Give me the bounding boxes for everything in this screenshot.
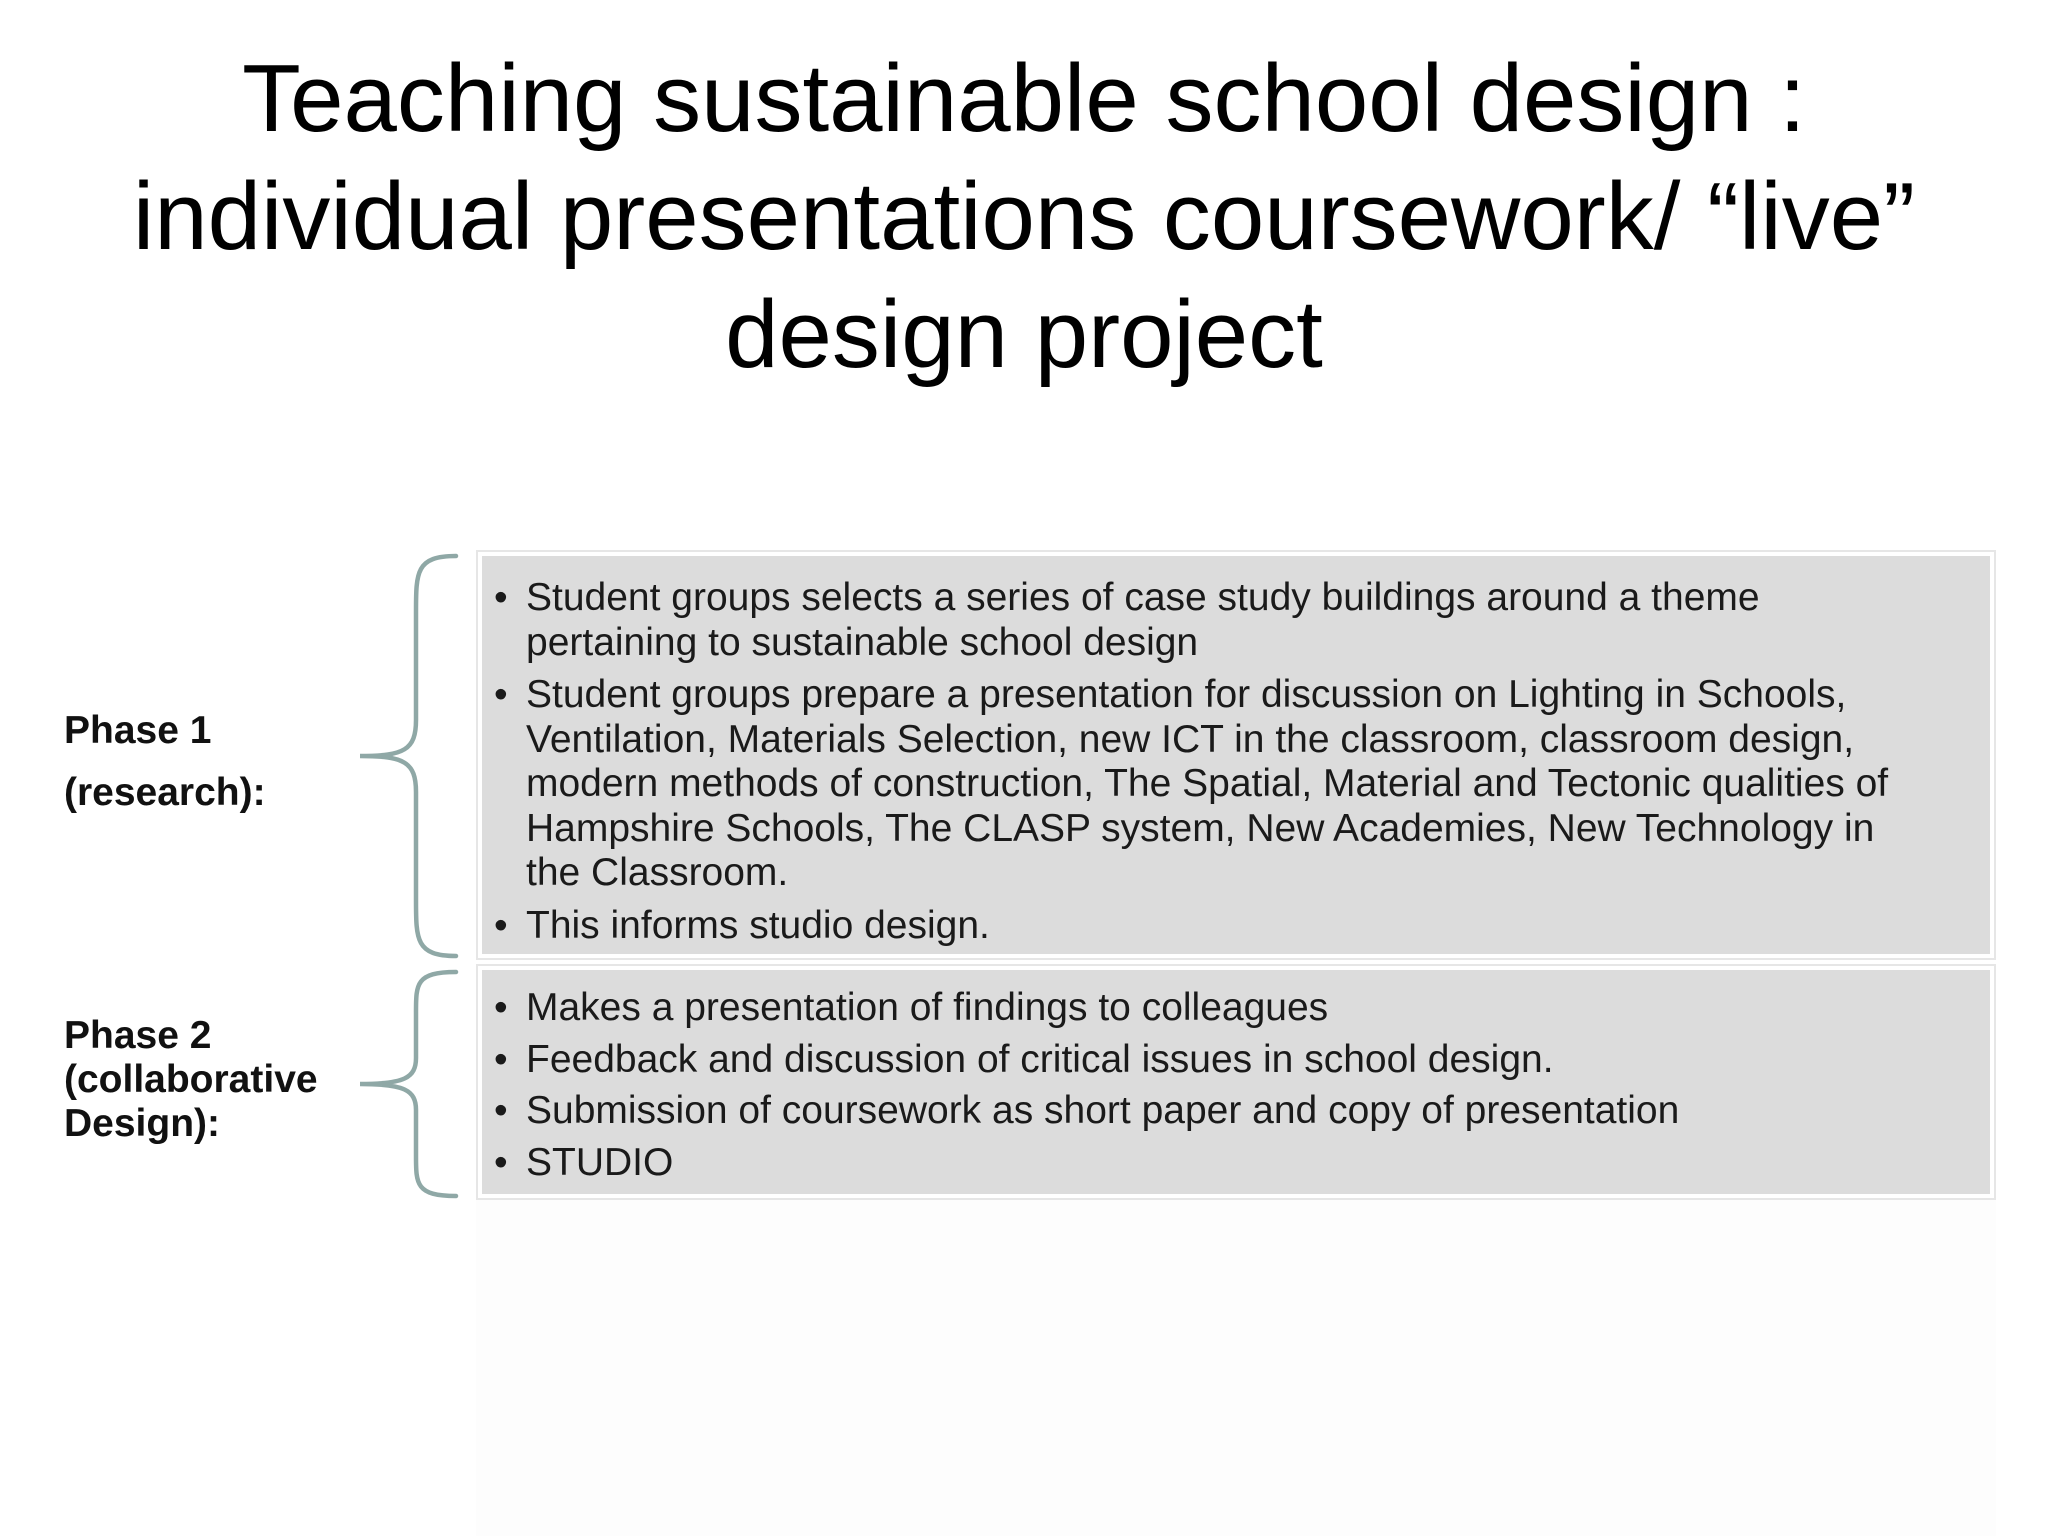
bullet-icon: • <box>494 1037 508 1081</box>
bullet-text: Feedback and discussion of critical issues in school design. <box>526 1037 1554 1081</box>
phase-1-panel-fill <box>482 556 1990 954</box>
slide-title-line-3: design project <box>725 281 1323 388</box>
bullet-text: Submission of coursework as short paper and copy of presentation <box>526 1089 1680 1132</box>
phase-2-label-line-2: (collaborative <box>64 1058 318 1101</box>
bullet-text: STUDIO <box>526 1140 674 1184</box>
list-item <box>492 1089 1930 1134</box>
phase-2-label-line-1: Phase 2 <box>64 1014 212 1057</box>
phase-1-label-line-2: (research): <box>64 771 266 814</box>
bullet-icon: • <box>494 1089 508 1132</box>
bullet-text: Makes a presentation of findings to colleagues <box>526 986 1329 1029</box>
phase-2-label <box>64 1014 318 1146</box>
list-item <box>492 673 1930 896</box>
list-item <box>492 1141 1930 1186</box>
phase-2-brace-icon <box>352 968 462 1200</box>
phase-1-panel <box>476 550 1996 960</box>
slide-title-line-2: individual presentations coursework/ “live” <box>132 163 1916 270</box>
phase-1-label <box>64 700 266 824</box>
slide-title-line-1: Teaching sustainable school design : <box>242 45 1806 152</box>
phase-1-brace-icon <box>352 552 462 960</box>
empty-slide-area <box>476 1200 1996 1536</box>
slide-title <box>60 40 1988 394</box>
bullet-text: This informs studio design. <box>526 903 990 947</box>
bullet-icon: • <box>494 1140 508 1184</box>
phase-2-panel <box>476 964 1996 1200</box>
bullet-text: Student groups selects a series of case study buildings around a theme pertaining to sustainable school design <box>526 576 1760 664</box>
list-item <box>492 986 1930 1031</box>
phase-2-label-line-3: Design): <box>64 1102 220 1145</box>
phase-2-panel-fill <box>482 970 1990 1194</box>
phase-1-label-line-1: Phase 1 <box>64 709 212 752</box>
bullet-icon: • <box>494 673 508 716</box>
bullet-text: Student groups prepare a presentation for discussion on Lighting in Schools, Ventilation, Materials Selection, new ICT in the classroom, classroom design, modern methods of construction, The Spatial, Material and Tectonic qualities of Hampshire Schools, The CLASP system, New Academies, New Technology in the Classroom. <box>526 673 1889 894</box>
list-item <box>492 576 1930 665</box>
phase-1-bullet-list <box>492 576 1930 948</box>
bullet-icon: • <box>494 986 508 1029</box>
bullet-icon: • <box>494 903 508 947</box>
bullet-icon: • <box>494 576 508 619</box>
phase-2-bullet-list <box>492 986 1930 1185</box>
list-item <box>492 904 1930 949</box>
list-item <box>492 1038 1930 1083</box>
